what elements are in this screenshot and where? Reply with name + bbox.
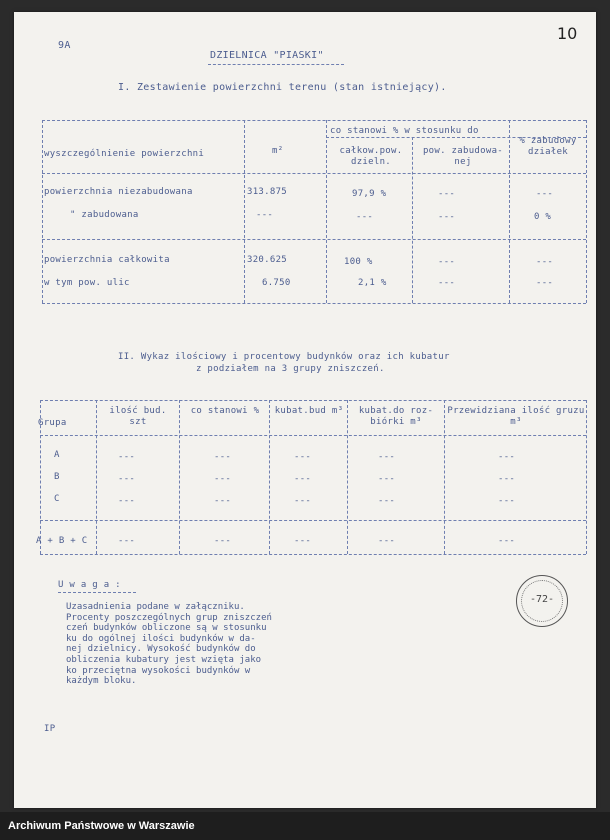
table1-row-m2: 6.750: [262, 278, 291, 288]
table2-cell: ---: [294, 474, 312, 484]
table1-row-pct-built: ---: [438, 257, 456, 267]
table2-cell: ---: [378, 496, 396, 506]
table2-cell: ---: [498, 536, 516, 546]
document-title: DZIELNICA "PIASKI": [210, 50, 324, 61]
table1-row-pct-total: ---: [356, 212, 374, 222]
table2-header-pct: co stanowi %: [190, 406, 260, 416]
table1-row-pct-plots: ---: [536, 278, 554, 288]
table2-header-rubble: Przewidziana ilość gruzu m³: [447, 406, 585, 427]
table2-cell: ---: [294, 536, 312, 546]
page-number: 9A: [58, 40, 71, 51]
table1-header-pct-plots: % zabudowy działek: [519, 136, 577, 157]
table1-row-m2: 320.625: [247, 255, 288, 265]
table2-header-volume: kubat.bud m³: [274, 406, 344, 416]
table1-header-item: wyszczególnienie powierzchni: [44, 149, 205, 159]
table2-cell: ---: [118, 496, 136, 506]
table2-header-count: ilość bud. szt: [109, 406, 167, 427]
table1-header-pct-built: pow. zabudowa- nej: [422, 146, 504, 167]
table1-row-m2: 313.875: [247, 187, 288, 197]
table2-cell: ---: [214, 452, 232, 462]
table2-cell: ---: [498, 496, 516, 506]
table1-row-m2: ---: [256, 210, 274, 220]
table1-row-pct-built: ---: [438, 278, 456, 288]
table2-cell: ---: [294, 496, 312, 506]
table2-cell: ---: [118, 536, 136, 546]
table1-row-pct-total: 2,1 %: [358, 278, 387, 288]
section2-heading-line2: z podziałem na 3 grupy zniszczeń.: [196, 364, 385, 374]
table1-row-pct-plots: 0 %: [534, 212, 552, 222]
table1-row-label: powierzchnia niezabudowana: [44, 187, 193, 197]
table2-cell: ---: [214, 496, 232, 506]
table2-row-group: B: [54, 472, 60, 482]
table2-cell: ---: [378, 474, 396, 484]
table1-row-pct-plots: ---: [536, 257, 554, 267]
table1-row-label: powierzchnia całkowita: [44, 255, 170, 265]
table2-cell: ---: [214, 536, 232, 546]
table2-cell: ---: [498, 452, 516, 462]
note-text: Uzasadnienia podane w załączniku. Procenty poszczególnych grup zniszczeń czeń budynków obliczone są w stosunku ku do ogólnej ilości budynków w da- nej dzielnicy. Wysokość budynków do obliczenia kubatury jest wzięta jako ko przeciętna wysokości budynków w każdym bloku.: [66, 602, 272, 687]
table1-row-pct-plots: ---: [536, 189, 554, 199]
archive-stamp: [516, 575, 568, 627]
table2-header-group: Grupa: [38, 418, 67, 428]
table2-cell: ---: [214, 474, 232, 484]
table1-row-label: " zabudowana: [70, 210, 139, 220]
table1-row-pct-built: ---: [438, 189, 456, 199]
title-underline: [208, 64, 344, 65]
table1-header-m2: m²: [272, 146, 284, 156]
note-heading: U w a g a :: [58, 580, 121, 590]
section2-heading-line1: II. Wykaz ilościowy i procentowy budynków oraz ich kubatur: [118, 352, 450, 362]
table1-row-label: w tym pow. ulic: [44, 278, 130, 288]
bottom-mark: IP: [44, 724, 56, 734]
archive-footer: Archiwum Państwowe w Warszawie: [0, 812, 610, 840]
table2-row-group: C: [54, 494, 60, 504]
handwritten-page-number: 10: [557, 24, 578, 43]
table2-cell: ---: [118, 452, 136, 462]
table2-row-group: A: [54, 450, 60, 460]
table2-cell: ---: [118, 474, 136, 484]
table2-cell: ---: [498, 474, 516, 484]
note-heading-underline: [58, 592, 136, 593]
table1-row-pct-built: ---: [438, 212, 456, 222]
section1-heading: I. Zestawienie powierzchni terenu (stan istniejący).: [118, 82, 447, 93]
stamp-number: -72-: [529, 594, 555, 605]
document-page: [14, 12, 596, 808]
table1-header-group: co stanowi % w stosunku do: [330, 126, 479, 136]
table2-cell: ---: [294, 452, 312, 462]
table2-row-group: A + B + C: [36, 536, 88, 546]
table1-row-pct-total: 97,9 %: [352, 189, 387, 199]
table1-row-pct-total: 100 %: [344, 257, 373, 267]
table2-cell: ---: [378, 452, 396, 462]
table2-cell: ---: [378, 536, 396, 546]
table2-header-demolition: kubat.do roz- biórki m³: [358, 406, 434, 427]
table1-header-pct-total: całkow.pow. dzieln.: [339, 146, 403, 167]
